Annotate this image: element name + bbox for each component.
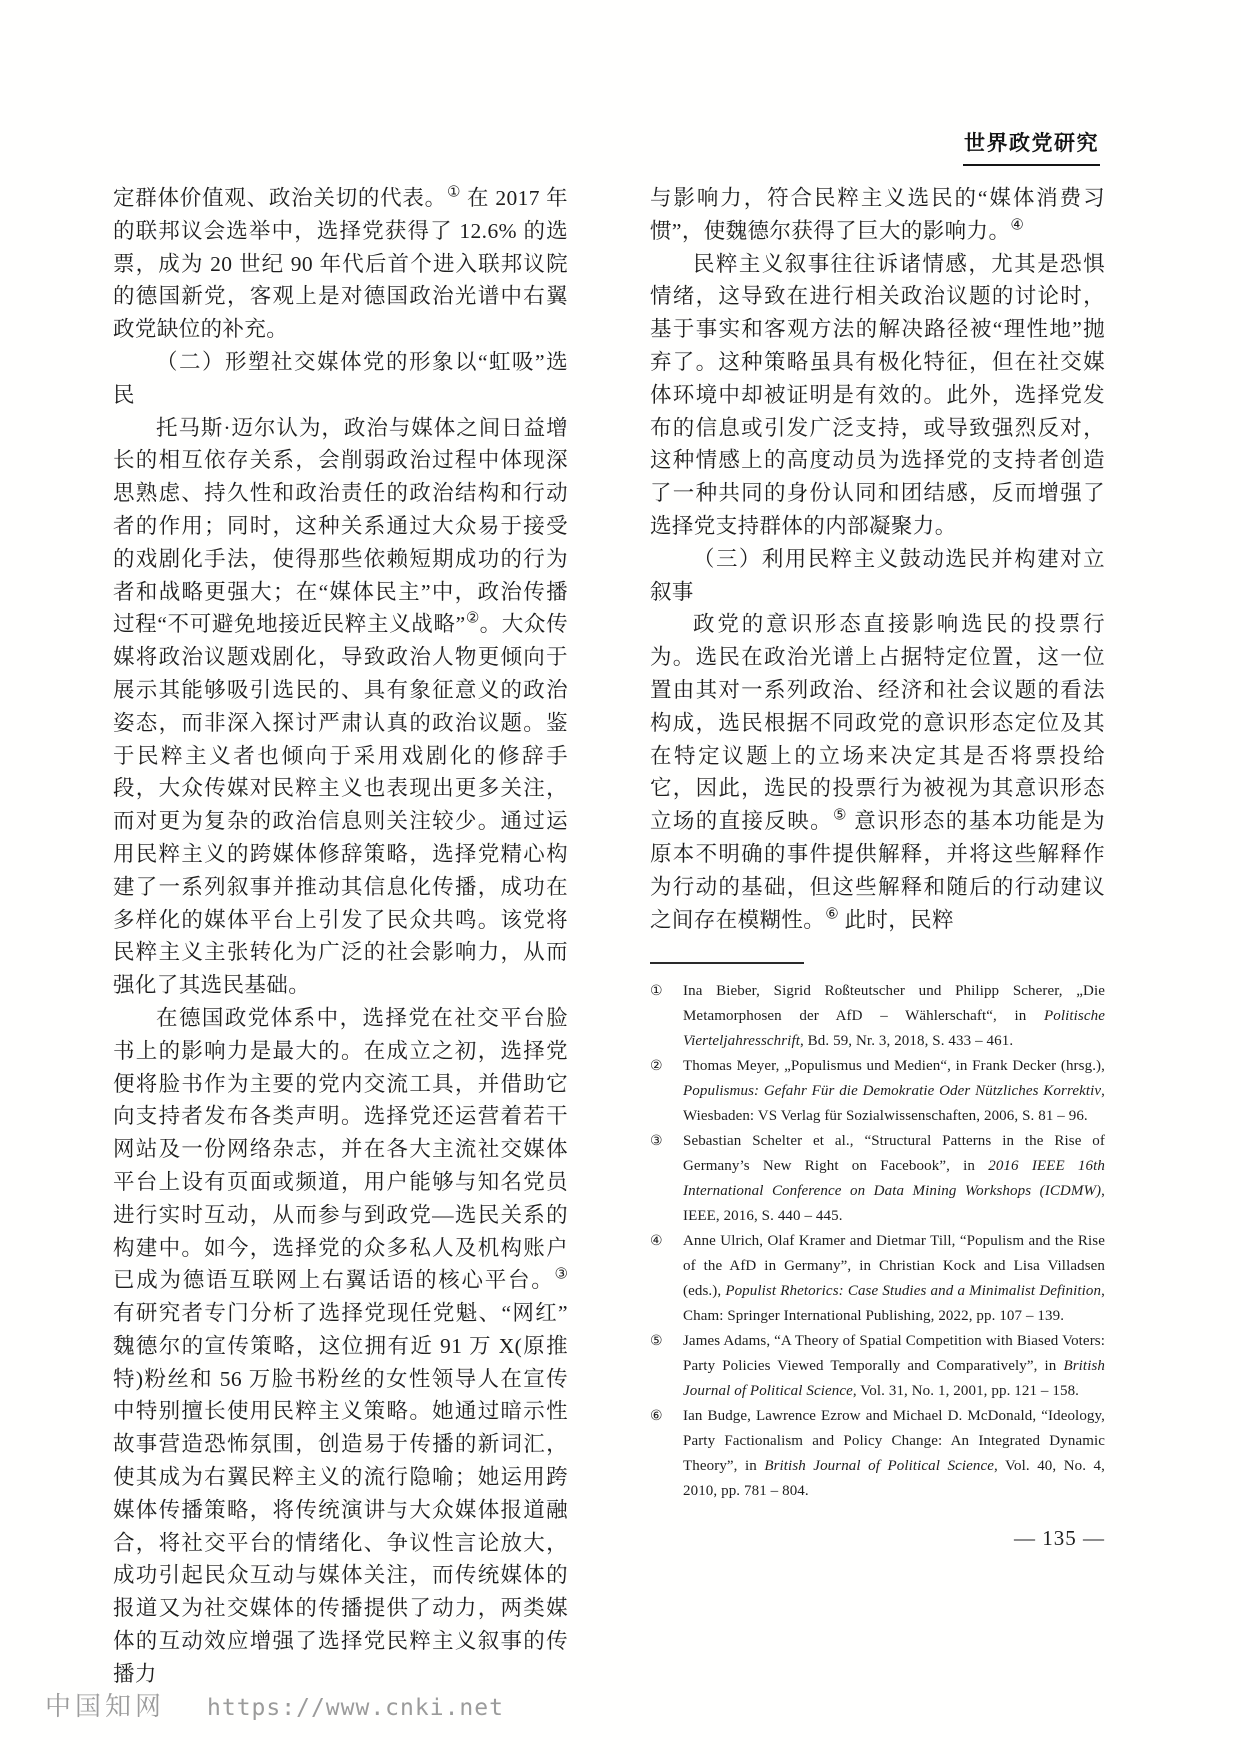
footnote-ref: ⑥ xyxy=(825,904,839,923)
footnote-divider xyxy=(650,962,804,964)
watermark-url: https://www.cnki.net xyxy=(207,1695,504,1721)
section-heading: （二）形塑社交媒体党的形象以“虹吸”选民 xyxy=(113,349,568,407)
paragraph: 与影响力，符合民粹主义选民的“媒体消费习惯”，使魏德尔获得了巨大的影响力。④ xyxy=(650,186,1105,243)
footnote-text: Sebastian Schelter et al., “Structural Patterns in the Rise of Germany’s New Right on Facebook”, in 2016 IEEE 16th International Conference on Data Mining Workshops (ICDMW), IEEE, 2016, S. 440 – 445. xyxy=(683,1133,1105,1225)
footnote-text: Ian Budge, Lawrence Ezrow and Michael D. McDonald, “Ideology, Party Factionalism and Policy Change: An Integrated Dynamic Theory”, in British Journal of Political Science, Vol. 40, No. 4, 2010, pp. 781 – 804. xyxy=(683,1408,1105,1500)
footnote-text: Ina Bieber, Sigrid Roßteutscher und Philipp Scherer, „Die Metamorphosen der AfD – Wählerschaft“, in Politische Vierteljahresschrift, Bd. 59, Nr. 3, 2018, S. 433 – 461. xyxy=(683,983,1105,1050)
footnote-ref: ③ xyxy=(554,1265,568,1284)
section-heading: （三）利用民粹主义鼓动选民并构建对立叙事 xyxy=(650,546,1105,604)
footnote-ref: ④ xyxy=(1010,215,1024,234)
paragraph: 在德国政党体系中，选择党在社交平台脸书上的影响力是最大的。在成立之初，选择党便将脸书作为主要的党内交流工具，并借助它向支持者发布各类声明。选择党还运营着若干网站及一份网络杂志，并在各大主流社交媒体平台上设有页面或频道，用户能够与知名党员进行实时互动，从而参与到政党—选民关系的构建中。如今，选择党的众多私人及机构账户已成为德语互联网上右翼话语的核心平台。③ 有研究者专门分析了选择党现任党魁、“网红”魏德尔的宣传策略，这位拥有近 91 万 X(原推特)粉丝和 56 万脸书粉丝的女性领导人在宣传中特别擅长使用民粹主义策略。她通过暗示性故事营造恐怖氛围，创造易于传播的新词汇，使其成为右翼民粹主义的流行隐喻；她运用跨媒体传播策略，将传统演讲与大众媒体报道融合，将社交平台的情绪化、争议性言论放大，成功引起民众互动与媒体关注，而传统媒体的报道又为社交媒体的传播提供了动力，两类媒体的互动效应增强了选择党民粹主义叙事的传播力 xyxy=(113,1005,568,1686)
paragraph: 民粹主义叙事往往诉诸情感，尤其是恐惧情绪，这导致在进行相关政治议题的讨论时，基于事实和客观方法的解决路径被“理性地”抛弃了。这种策略虽具有极化特征，但在社交媒体环境中却被证明是有效的。此外，选择党发布的信息或引发广泛支持，或导致强烈反对，这种情感上的高度动员为选择党的支持者创造了一种共同的身份认同和团结感，反而增强了选择党支持群体的内部凝聚力。 xyxy=(650,251,1105,538)
footnote-text: James Adams, “A Theory of Spatial Competition with Biased Voters: Party Policies Viewed Temporally and Comparatively”, in British Journal of Political Science, Vol. 31, No. 1, 2001, pp. 121 – 158. xyxy=(683,1333,1105,1400)
right-column-text xyxy=(650,182,1105,936)
page-number: — 135 — xyxy=(1014,1526,1105,1551)
footnotes xyxy=(650,979,1105,1504)
footnote xyxy=(650,979,1105,1054)
running-head: 世界政党研究 xyxy=(963,127,1100,166)
article-body xyxy=(113,182,1105,1691)
footnote xyxy=(650,1129,1105,1229)
footnote-ref: ① xyxy=(446,182,461,201)
footnote-ref: ② xyxy=(465,609,480,628)
footnote-marker: ④ xyxy=(650,1233,663,1250)
footnote-text: Anne Ulrich, Olaf Kramer and Dietmar Till, “Populism and the Rise of the AfD in Germany”, in Christian Kock and Lisa Villadsen (eds.), Populist Rhetorics: Case Studies and a Minimalist Definition, Cham: Springer International Publishing, 2022, pp. 107 – 139. xyxy=(683,1233,1105,1325)
footnote-marker: ② xyxy=(650,1058,663,1075)
footnote-marker: ⑤ xyxy=(650,1333,663,1350)
watermark-site-name: 中国知网 xyxy=(45,1692,166,1721)
footnote-marker: ⑥ xyxy=(650,1408,663,1425)
left-column xyxy=(113,182,568,1691)
watermark xyxy=(45,1686,504,1723)
right-column xyxy=(650,182,1105,1691)
footnote xyxy=(650,1404,1105,1504)
paragraph: 托马斯·迈尔认为，政治与媒体之间日益增长的相互依存关系，会削弱政治过程中体现深思熟虑、持久性和政治责任的政治结构和行动者的作用；同时，这种关系通过大众易于接受的戏剧化手法，使得那些依赖短期成功的行为者和战略更强大；在“媒体民主”中，政治传播过程“不可避免地接近民粹主义战略”②。大众传媒将政治议题戏剧化，导致政治人物更倾向于展示其能够吸引选民的、具有象征意义的政治姿态，而非深入探讨严肃认真的政治议题。鉴于民粹主义者也倾向于采用戏剧化的修辞手段，大众传媒对民粹主义也表现出更多关注，而对更为复杂的政治信息则关注较少。通过运用民粹主义的跨媒体修辞策略，选择党精心构建了一系列叙事并推动其信息化传播，成功在多样化的媒体平台上引发了民众共鸣。该党将民粹主义主张转化为广泛的社会影响力，从而强化了其选民基础。 xyxy=(113,415,568,998)
footnote-marker: ③ xyxy=(650,1133,663,1150)
footnote-marker: ① xyxy=(650,983,663,1000)
footnote xyxy=(650,1329,1105,1404)
paragraph: 政党的意识形态直接影响选民的投票行为。选民在政治光谱上占据特定位置，这一位置由其对一系列政治、经济和社会议题的看法构成，选民根据不同政党的意识形态定位及其在特定议题上的立场来决定其是否将票投给它，因此，选民的投票行为被视为其意识形态立场的直接反映。⑤ 意识形态的基本功能是为原本不明确的事件提供解释，并将这些解释作为行动的基础，但这些解释和随后的行动建议之间存在模糊性。⑥ 此时，民粹 xyxy=(650,612,1105,932)
paragraph: 定群体价值观、政治关切的代表。① 在 2017 年的联邦议会选举中，选择党获得了 12.6% 的选票，成为 20 世纪 90 年代后首个进入联邦议院的德国新党，客观上是对德国政治光谱中右翼政党缺位的补充。 xyxy=(113,182,568,342)
footnote-text: Thomas Meyer, „Populismus und Medien“, in Frank Decker (hrsg.), Populismus: Gefahr Für die Demokratie Oder Nützliches Korrektiv, Wiesbaden: VS Verlag für Sozialwissenschaften, 2006, S. 81 – 96. xyxy=(683,1058,1105,1125)
footnote xyxy=(650,1054,1105,1129)
footnote-ref: ⑤ xyxy=(833,805,848,824)
footnote xyxy=(650,1229,1105,1329)
